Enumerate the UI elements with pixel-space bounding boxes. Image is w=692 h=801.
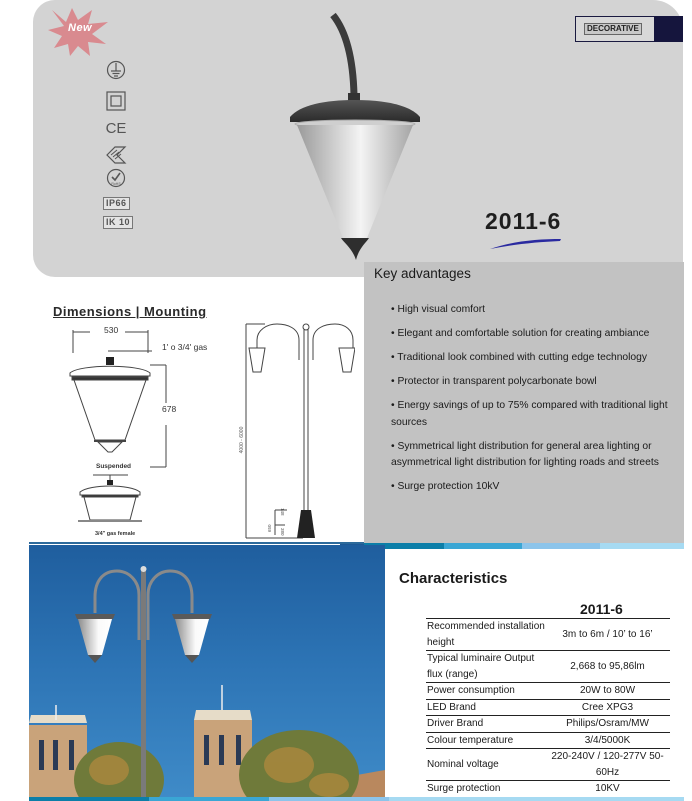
pole-height-label: 4000 - 6000 [239,426,245,454]
key-advantages-list [391,302,681,503]
base-label-148: 148 [280,508,285,516]
spec-key: Driver Brand [427,718,484,729]
table-row [426,716,670,733]
protective-earth-icon [106,60,126,80]
category-accent-block [654,16,683,42]
rohs-label: RoHS [111,182,121,186]
characteristics-title: Characteristics [399,570,508,587]
spec-value: Cree XPG3 [581,701,634,713]
advantage-item: • Traditional look combined with cutting edge technology [391,352,648,363]
table-row [426,683,670,700]
key-advantages-title: Key advantages [374,266,471,281]
characteristics-model-header: 2011-6 [580,601,623,617]
advantage-item: • Protector in transparent polycarbonate bowl [391,376,597,387]
model-title: 2011-6 [485,208,562,234]
table-row [426,651,670,683]
street-lamp-scene-image [29,545,385,798]
ce-mark-icon: CE [105,120,127,137]
base-label-380: 380 [280,528,285,536]
luminaire-product-image [285,10,425,260]
table-row [426,699,670,716]
spec-value: 2,668 to 95,86lm [570,660,645,672]
table-row [426,619,670,651]
dimension-drawing [60,320,180,540]
advantage-item: • Surge protection 10kV [391,481,500,492]
spec-value: 20W to 80W [579,685,636,696]
advantage-item: • High visual comfort [391,304,486,315]
title-underline-swoosh [488,238,563,250]
advantage-item: • Elegant and comfortable solution for creating ambiance [391,328,650,339]
class-ii-double-insulation-icon [106,91,126,111]
installation-photo [29,545,385,798]
spec-value: 3m to 6m / 10’ to 16’ [562,628,653,640]
spec-key: Power consumption [427,685,515,696]
accent-stripe [444,543,522,549]
advantage-item: • Energy savings of up to 75% compared with traditional light sources [391,400,668,428]
category-label: DECORATIVE [584,23,642,35]
thread-label: 1' o 3/4' gas [162,342,208,352]
advantage-item: • Symmetrical light distribution for general area lighting or asymmetrical light distribution for lighting roads and streets [391,440,659,468]
spec-key: LED Brand [427,701,476,713]
accent-stripe [600,543,684,549]
ip66-badge: IP66 [103,197,130,210]
table-row [426,749,670,781]
accent-stripe [522,543,600,549]
footer-stripe [29,797,149,801]
dimension-height-label: 678 [162,404,177,414]
spec-key: Surge protection [427,783,501,794]
section-divider [29,542,364,544]
spec-value: 220-240V / 120-277V 50-60Hz [551,751,664,778]
footer-stripe [269,797,389,801]
footer-stripe [149,797,269,801]
pole-mounting-drawing [235,320,355,542]
dimension-width-label: 530 [104,325,119,335]
ik10-badge: IK 10 [103,216,133,229]
spec-key: Colour temperature [427,734,514,746]
spec-key: Recommended installation height [427,621,545,648]
spec-value: 3/4/5000K [584,734,631,746]
characteristics-table [426,618,670,798]
rohs-check-icon [106,168,126,188]
spec-value: 10KV [595,783,620,794]
gas-female-label: 3/4" gas female [95,531,136,537]
suspended-label: Suspended [96,463,132,470]
spec-key: Typical luminaire Output flux (range) [427,653,535,680]
footer-stripe [389,797,684,801]
table-row [426,732,670,749]
enec-mark-icon [105,146,127,164]
new-badge-label: New [68,22,93,34]
spec-key: Nominal voltage [427,758,499,770]
base-label-650: 650 [267,524,272,532]
spec-value: Philips/Osram/MW [566,718,649,729]
table-row [426,781,670,798]
dimensions-title: Dimensions | Mounting [53,304,207,319]
